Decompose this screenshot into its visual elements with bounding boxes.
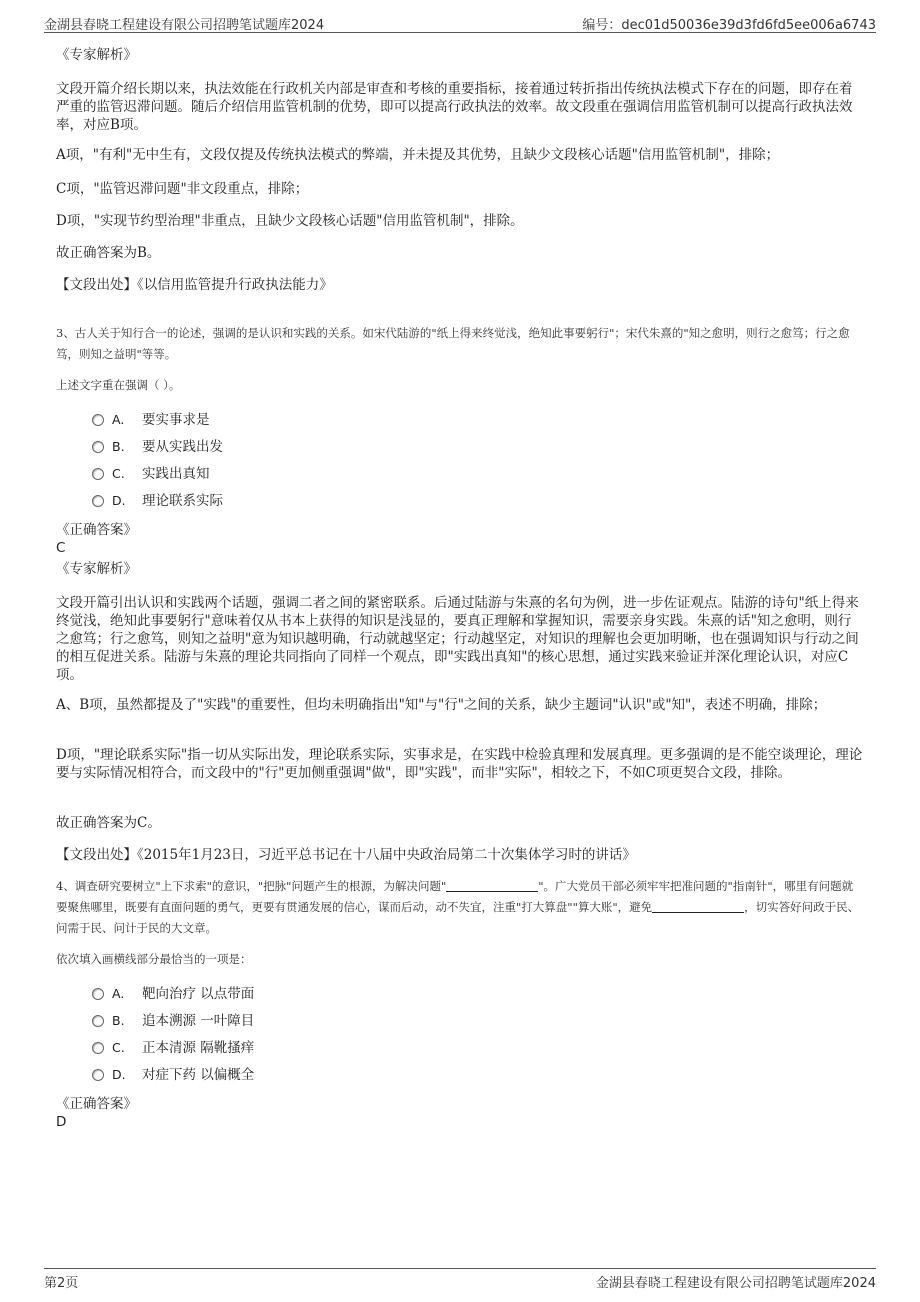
option-letter: B.: [112, 439, 125, 454]
option-text: 实践出真知: [142, 466, 210, 482]
radio-icon[interactable]: [92, 1069, 104, 1081]
option-a[interactable]: [92, 984, 254, 1004]
analysis-paragraph: A项，"有利"无中生有，文段仅提及传统执法模式的弊端，并未提及其优势，且缺少文段核心话题"信用监管机制"，排除；: [56, 147, 780, 163]
option-letter: D.: [112, 1067, 126, 1082]
expert-analysis-label: 《专家解析》: [56, 561, 137, 577]
option-letter: B.: [112, 1013, 125, 1028]
correct-answer-label: 《正确答案》: [56, 1096, 137, 1112]
option-letter: A.: [112, 986, 125, 1001]
option-a[interactable]: [92, 410, 210, 430]
option-letter: C.: [112, 466, 125, 481]
header-code: 编号：dec01d50036e39d3fd6fd5ee006a6743: [582, 18, 876, 33]
radio-icon[interactable]: [92, 1015, 104, 1027]
correct-answer-label: 《正确答案》: [56, 522, 137, 538]
option-letter: C.: [112, 1040, 125, 1055]
question-prompt: 上述文字重在强调（ ）。: [56, 378, 181, 392]
analysis-paragraph: C项，"监管迟滞问题"非文段重点，排除；: [56, 181, 309, 197]
correct-answer: D: [56, 1114, 67, 1130]
analysis-paragraph: 文段开篇引出认识和实践两个话题，强调二者之间的紧密联系。后通过陆游与朱熹的名句为例，进一步佐证观点。陆游的诗句"纸上得来终觉浅，绝知此事要躬行"意味着仅从书本上获得的知识是浅显的，要真正理解和掌握知识，需要亲身实践。朱熹的话"知之愈明，则行之愈笃；行之愈笃，则知之益明"意为知识越明确，行动就越坚定；行动越坚定，对知识的理解也会更加明晰，也在强调知识与行动之间的相互促进关系。陆游与朱熹的理论共同指向了同样一个观点，即"实践出真知"的核心思想，通过实践来验证并深化理论认识，对应C项。: [56, 595, 859, 683]
option-d[interactable]: [92, 1065, 254, 1085]
option-b[interactable]: [92, 1011, 254, 1031]
footer-title: 金湖县春晓工程建设有限公司招聘笔试题库2024: [595, 1276, 876, 1291]
page-footer: [44, 1268, 876, 1291]
option-d[interactable]: [92, 491, 223, 511]
option-text: 要从实践出发: [142, 439, 223, 455]
text-source: 【文段出处】《2015年1月23日，习近平总书记在十八届中央政治局第二十次集体学习时的讲话》: [56, 847, 636, 863]
expert-analysis-label: 《专家解析》: [56, 47, 137, 63]
option-text: 靶向治疗 以点带面: [142, 986, 255, 1002]
option-text: 要实事求是: [142, 412, 210, 428]
radio-icon[interactable]: [92, 988, 104, 1000]
radio-icon[interactable]: [92, 414, 104, 426]
header-title: 金湖县春晓工程建设有限公司招聘笔试题库2024: [44, 18, 325, 33]
question-stem: 3、古人关于知行合一的论述，强调的是认识和实践的关系。如宋代陆游的"纸上得来终觉浅，绝知此事要躬行"；宋代朱熹的"知之愈明，则行之愈笃；行之愈笃，则知之益明"等等。: [56, 326, 850, 361]
radio-icon[interactable]: [92, 495, 104, 507]
question-stem: 4、调查研究要树立"上下求索"的意识，"把脉"问题产生的根源，为解决问题" "。广大党员干部必须牢牢把准问题的"指南针"，哪里有问题就要聚焦哪里，既要有直面问题的勇气，更要有贯通发展的信心，谋而后动，动不失宜，注重"打大算盘""算大账"，避免 ，切实答好问政于民、问需于民、问计于民的大文章。: [56, 879, 860, 935]
page-number: 第2页: [44, 1276, 79, 1291]
option-letter: D.: [112, 493, 126, 508]
page-header: [44, 12, 876, 33]
option-text: 对症下药 以偏概全: [142, 1067, 255, 1083]
option-text: 追本溯源 一叶障目: [142, 1013, 255, 1029]
option-text: 理论联系实际: [142, 493, 223, 509]
radio-icon[interactable]: [92, 468, 104, 480]
analysis-paragraph: D项，"实现节约型治理"非重点，且缺少文段核心话题"信用监管机制"，排除。: [56, 213, 524, 229]
option-text: 正本清源 隔靴搔痒: [142, 1040, 255, 1056]
answer-conclusion: 故正确答案为C。: [56, 815, 161, 831]
text-source: 【文段出处】《以信用监管提升行政执法能力》: [56, 277, 333, 293]
radio-icon[interactable]: [92, 1042, 104, 1054]
question-prompt: 依次填入画横线部分最恰当的一项是：: [56, 952, 252, 966]
correct-answer: C: [56, 540, 66, 556]
fill-blank[interactable]: [652, 900, 744, 913]
fill-blank[interactable]: [446, 879, 538, 892]
option-c[interactable]: [92, 1038, 254, 1058]
option-letter: A.: [112, 412, 125, 427]
radio-icon[interactable]: [92, 441, 104, 453]
analysis-paragraph: D项，"理论联系实际"指一切从实际出发，理论联系实际，实事求是，在实践中检验真理和发展真理。更多强调的是不能空谈理论，理论要与实际情况相符合，而文段中的"行"更加侧重强调"做"，即"实践"，而非"实际"，相较之下，不如C项更契合文段，排除。: [56, 747, 863, 781]
analysis-paragraph: 文段开篇介绍长期以来，执法效能在行政机关内部是审查和考核的重要指标，接着通过转折指出传统执法模式下存在的问题，即存在着严重的监管迟滞问题。随后介绍信用监管机制的优势，即可以提高行政执法的效率。故文段重在强调信用监管机制可以提高行政执法效率，对应B项。: [56, 81, 853, 133]
analysis-paragraph: A、B项，虽然都提及了"实践"的重要性，但均未明确指出"知"与"行"之间的关系，缺少主题词"认识"或"知"，表述不明确，排除；: [56, 697, 827, 713]
option-b[interactable]: [92, 437, 223, 457]
option-c[interactable]: [92, 464, 210, 484]
answer-conclusion: 故正确答案为B。: [56, 245, 161, 261]
